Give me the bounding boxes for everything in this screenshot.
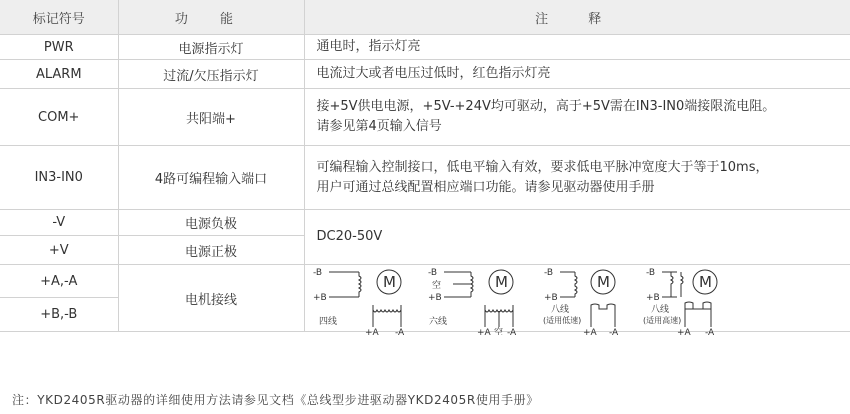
label-minus-b: -B (427, 268, 437, 278)
function-cell: 电机接线 (118, 265, 304, 332)
table-row (0, 210, 850, 236)
note-cell: 通电时，指示灯亮 (304, 35, 850, 60)
label-eight-wire: 八线 (650, 305, 669, 315)
header-function: 功 能 (118, 0, 304, 35)
wiring-diagrams (305, 265, 850, 335)
label-plus-a: +A (364, 328, 379, 335)
table-row (0, 89, 850, 146)
label-minus-b: -B (312, 268, 322, 278)
label-plus-a: +A (676, 328, 691, 335)
motor-m: M (382, 273, 396, 291)
table-row (0, 265, 850, 298)
motor-m: M (596, 273, 610, 291)
label-eight-low: (适用低速) (542, 316, 581, 325)
label-plus-b: +B (645, 293, 660, 303)
label-minus-b: -B (543, 268, 553, 278)
symbol-cell: IN3-IN0 (0, 146, 118, 210)
label-four-wire: 四线 (318, 317, 337, 327)
motor-m: M (494, 273, 508, 291)
function-cell: 4路可编程输入端口 (118, 146, 304, 210)
table-row (0, 60, 850, 89)
label-empty: 空 (431, 281, 441, 291)
symbol-cell: -V (0, 210, 118, 236)
table-row (0, 146, 850, 210)
label-minus-a: -A (506, 328, 516, 335)
header-note: 注 释 (304, 0, 850, 35)
label-plus-a: +A (582, 328, 597, 335)
label-plus-b: +B (312, 293, 327, 303)
label-plus-a: +A (476, 328, 491, 335)
header-symbol: 标记符号 (0, 0, 118, 35)
function-cell: 共阳端+ (118, 89, 304, 146)
note-cell (304, 89, 850, 146)
header-row (0, 0, 850, 35)
symbol-cell: PWR (0, 35, 118, 60)
function-cell: 电源负极 (118, 210, 304, 236)
power-note-cell: DC20-50V (304, 210, 850, 265)
label-plus-b: +B (543, 293, 558, 303)
function-cell: 电源正极 (118, 236, 304, 265)
label-minus-b: -B (645, 268, 655, 278)
footnote: 注：YKD2405R驱动器的详细使用方法请参见文档《总线型步进驱动器YKD2405R使用手册》 (12, 393, 539, 407)
note-line: 请参见第4页输入信号 (316, 119, 442, 134)
label-eight-high: (适用高速) (642, 316, 681, 325)
symbol-cell: +B,-B (0, 298, 118, 332)
note-line: 接+5V供电电源，+5V-+24V均可驱动，高于+5V需在IN3-IN0端接限流电阻。 (316, 99, 776, 114)
label-minus-a: -A (608, 328, 618, 335)
symbol-cell: +V (0, 236, 118, 265)
symbol-cell: COM+ (0, 89, 118, 146)
wiring-cell (304, 265, 850, 335)
label-minus-a: -A (704, 328, 714, 335)
note-line: 用户可通过总线配置相应端口功能。请参见驱动器使用手册 (316, 179, 655, 195)
label-minus-a: -A (394, 328, 404, 335)
table-row (0, 35, 850, 60)
symbol-cell: ALARM (0, 60, 118, 89)
label-plus-b: +B (427, 293, 442, 303)
note-cell (304, 146, 850, 210)
symbol-cell: +A,-A (0, 265, 118, 298)
function-cell: 电源指示灯 (118, 35, 304, 60)
label-empty: 空 (493, 328, 503, 335)
note-cell: 电流过大或者电压过低时，红色指示灯亮 (304, 60, 850, 89)
motor-m: M (698, 273, 712, 291)
function-cell: 过流/欠压指示灯 (118, 60, 304, 89)
label-eight-wire: 八线 (550, 305, 569, 315)
note-line: 可编程输入控制接口，低电平输入有效，要求低电平脉冲宽度大于等于10ms， (316, 159, 769, 175)
label-six-wire: 六线 (428, 317, 447, 327)
wiring-svg (305, 265, 845, 335)
